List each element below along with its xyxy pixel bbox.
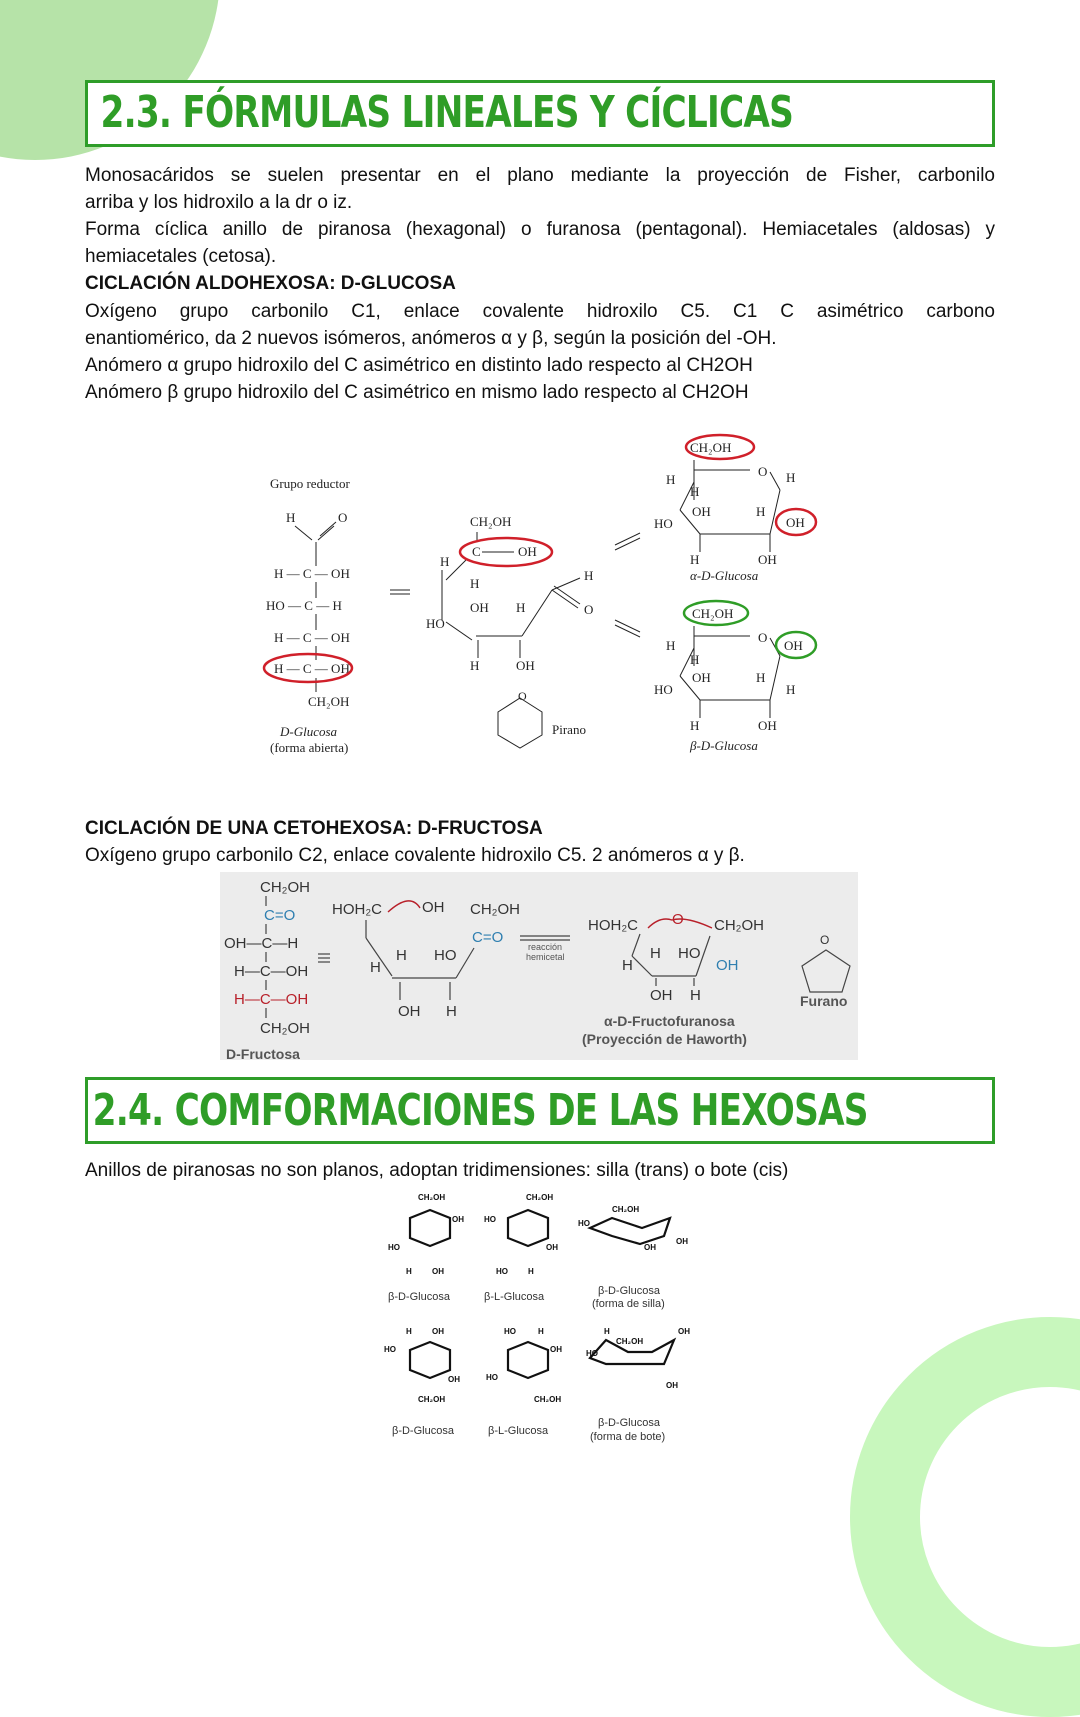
alpha-hoh2c: HOH₂C [588, 917, 638, 934]
c1-h: H [406, 1267, 412, 1276]
mid-h2: H [370, 959, 381, 976]
beta-h1: H [666, 638, 676, 653]
subheading-fructose: CICLACIÓN DE UNA CETOHEXOSA: D-FRUCTOSA [85, 818, 543, 839]
c2-ho: HO [484, 1215, 496, 1224]
alpha-ho: HO [678, 945, 701, 962]
mid-oh3: OH [516, 658, 535, 673]
fructose-c1: CH₂OH [260, 879, 310, 896]
alpha-h-top: H [786, 470, 796, 485]
c1-ho: HO [388, 1243, 400, 1252]
label-beta-d-glucosa-chair: β-D-Glucosa [598, 1285, 660, 1297]
mid-h5: H [584, 568, 594, 583]
furano-o: O [820, 933, 830, 947]
fructose-c6: CH₂OH [260, 1020, 310, 1037]
alpha-h3: H [690, 987, 701, 1004]
fischer-row-3: HO — C — H [266, 598, 342, 613]
reaction-label-1: reacción [528, 942, 563, 952]
fischer-o: O [338, 510, 348, 525]
c2-h: H [528, 1267, 534, 1276]
paragraph-fisher-2: arriba y los hidroxilo a la dr o iz. [85, 192, 353, 213]
alpha-o: O [672, 911, 684, 928]
section-title: 2.3. FÓRMULAS LINEALES Y CÍCLICAS [100, 87, 794, 138]
c5-oh: OH [550, 1345, 562, 1354]
c1-ch2oh: CH₂OH [418, 1193, 446, 1202]
pirano-o: O [518, 689, 527, 703]
label-forma-silla: (forma de silla) [592, 1298, 665, 1310]
alpha-ch2oh: CH₂OH [714, 917, 764, 934]
fructose-open-name: D-Fructosa [226, 1046, 300, 1062]
mid-h2: H [470, 576, 480, 591]
paragraph-ring-2: hemiacetales (cetosa). [85, 246, 277, 267]
c4-ho: HO [384, 1345, 396, 1354]
beta-oh-green: OH [784, 638, 803, 653]
beta-ch2oh: CH₂OH [692, 606, 734, 621]
beta-h4: H [690, 718, 700, 733]
mid-h1: H [440, 554, 450, 569]
c4-oh: OH [432, 1327, 444, 1336]
fischer-ch2oh: CH₂OH [308, 694, 350, 709]
alpha-glucose-name: α-D-Glucosa [690, 568, 759, 583]
c3-oh: OH [676, 1237, 688, 1246]
mid-c: C [472, 544, 481, 559]
beta-o: O [758, 630, 768, 645]
alpha-h2: H [622, 957, 633, 974]
paragraph-fisher-1: Monosacáridos se suelen presentar en el plano mediante la proyección de Fisher, carbonilo [85, 165, 995, 186]
furano-label: Furano [800, 993, 848, 1009]
label-beta-d-glucosa-boat: β-D-Glucosa [598, 1417, 660, 1429]
mid-h3: H [516, 600, 526, 615]
beta-ho: HO [654, 682, 673, 697]
fischer-h: H [286, 510, 296, 525]
mid-h1: H [396, 947, 407, 964]
beta-h2: H [690, 652, 700, 667]
fructose-c5: H—C—OH [234, 991, 309, 1008]
c3-ch2oh: CH₂OH [612, 1205, 640, 1214]
mid-h3: H [446, 1003, 457, 1020]
c4-h: H [406, 1327, 412, 1336]
decorative-ring-bottom-right [850, 1317, 1080, 1717]
fischer-row-2: H — C — OH [274, 566, 350, 581]
mid-ho: HO [426, 616, 445, 631]
fischer-row-4: H — C — OH [274, 630, 350, 645]
mid-h4: H [470, 658, 480, 673]
paragraph-glucose-2: enantiomérico, da 2 nuevos isómeros, anómeros α y β, según la posición del -OH. [85, 328, 777, 349]
c6-ho: HO [586, 1349, 598, 1358]
label-beta-l-glucosa-1: β-L-Glucosa [484, 1291, 545, 1303]
mid-ch2oh: CH₂OH [470, 514, 512, 529]
alpha-oh-blue: OH [716, 957, 739, 974]
label-forma-bote: (forma de bote) [590, 1431, 666, 1443]
mid-oh: OH [518, 544, 537, 559]
reaction-label-2: hemicetal [526, 952, 565, 962]
c3-ho: HO [578, 1219, 590, 1228]
label-beta-d-glucosa-1: β-D-Glucosa [388, 1291, 450, 1303]
c1-oh: OH [452, 1215, 464, 1224]
beta-oh1: OH [692, 670, 711, 685]
open-glucose-sub: (forma abierta) [270, 740, 349, 755]
mid-oh-red: OH [422, 899, 445, 916]
paragraph-alpha: Anómero α grupo hidroxilo del C asimétrico en distinto lado respecto al CH2OH [85, 355, 753, 376]
mid-ho: HO [434, 947, 457, 964]
paragraph-fructose: Oxígeno grupo carbonilo C2, enlace covalente hidroxilo C5. 2 anómeros α y β. [85, 845, 745, 866]
section-title-2: 2.4. COMFORMACIONES DE LAS HEXOSAS [92, 1085, 868, 1136]
c6-h: H [604, 1327, 610, 1336]
alpha-h4: H [690, 552, 700, 567]
label-beta-l-glucosa-2: β-L-Glucosa [488, 1425, 549, 1437]
section-title-box [85, 80, 995, 147]
c5-h: H [538, 1327, 544, 1336]
c1-oh2: OH [432, 1267, 444, 1276]
mid-o: O [584, 602, 594, 617]
beta-glucose-name: β-D-Glucosa [690, 738, 758, 753]
c6-oh: OH [678, 1327, 690, 1336]
alpha-oh2: OH [758, 552, 777, 567]
c2-ch2oh: CH₂OH [526, 1193, 554, 1202]
glucose-cyclization-figure [250, 430, 850, 770]
c5-ho2: HO [486, 1373, 498, 1382]
alpha-oh: OH [650, 987, 673, 1004]
conformations-figure [380, 1188, 710, 1448]
mid-c-o: C=O [472, 929, 504, 946]
grupo-reductor-label: Grupo reductor [270, 476, 350, 491]
fructofuranosa-sub: (Proyección de Haworth) [582, 1031, 747, 1047]
fructose-c3: OH—C—H [224, 935, 299, 952]
c2-ho2: HO [496, 1267, 508, 1276]
open-glucose-name: D-Glucosa [280, 724, 338, 739]
alpha-oh-red: OH [786, 515, 805, 530]
fructose-c4: H—C—OH [234, 963, 309, 980]
mid-oh: OH [398, 1003, 421, 1020]
beta-h3: H [756, 670, 766, 685]
subheading-glucose: CICLACIÓN ALDOHEXOSA: D-GLUCOSA [85, 273, 456, 294]
c3-oh2: OH [644, 1243, 656, 1252]
section-title-box-2 [85, 1077, 995, 1144]
c4-ch2oh: CH₂OH [418, 1395, 446, 1404]
c6-ch2oh: CH₂OH [616, 1337, 644, 1346]
fischer-row-5: H — C — OH [274, 661, 350, 676]
alpha-h3: H [756, 504, 766, 519]
paragraph-glucose-1: Oxígeno grupo carbonilo C1, enlace covalente hidroxilo C5. C1 C asimétrico carbono [85, 301, 995, 322]
alpha-h2: H [690, 484, 700, 499]
alpha-o: O [758, 464, 768, 479]
alpha-h1: H [666, 472, 676, 487]
alpha-oh1: OH [692, 504, 711, 519]
mid-ch2oh: CH₂OH [470, 901, 520, 918]
c5-ho: HO [504, 1327, 516, 1336]
c4-oh2: OH [448, 1375, 460, 1384]
pirano-label: Pirano [552, 722, 586, 737]
beta-h5: H [786, 682, 796, 697]
paragraph-ring-1: Forma cíclica anillo de piranosa (hexagonal) o furanosa (pentagonal). Hemiacetales (aldosas) y [85, 219, 995, 240]
c2-oh: OH [546, 1243, 558, 1252]
alpha-h1: H [650, 945, 661, 962]
beta-oh2: OH [758, 718, 777, 733]
paragraph-beta: Anómero β grupo hidroxilo del C asimétrico en mismo lado respecto al CH2OH [85, 382, 749, 403]
fructofuranosa-name: α-D-Fructofuranosa [604, 1013, 735, 1029]
alpha-ch2oh: CH₂OH [690, 440, 732, 455]
fructose-cyclization-figure [220, 872, 860, 1062]
c5-ch2oh: CH₂OH [534, 1395, 562, 1404]
mid-hoh2c: HOH₂C [332, 901, 382, 918]
label-beta-d-glucosa-2: β-D-Glucosa [392, 1425, 454, 1437]
alpha-ho: HO [654, 516, 673, 531]
paragraph-conformations: Anillos de piranosas no son planos, adoptan tridimensiones: silla (trans) o bote (cis) [85, 1160, 789, 1181]
mid-oh2: OH [470, 600, 489, 615]
c6-oh2: OH [666, 1381, 678, 1390]
fructose-c2: C=O [264, 907, 296, 924]
